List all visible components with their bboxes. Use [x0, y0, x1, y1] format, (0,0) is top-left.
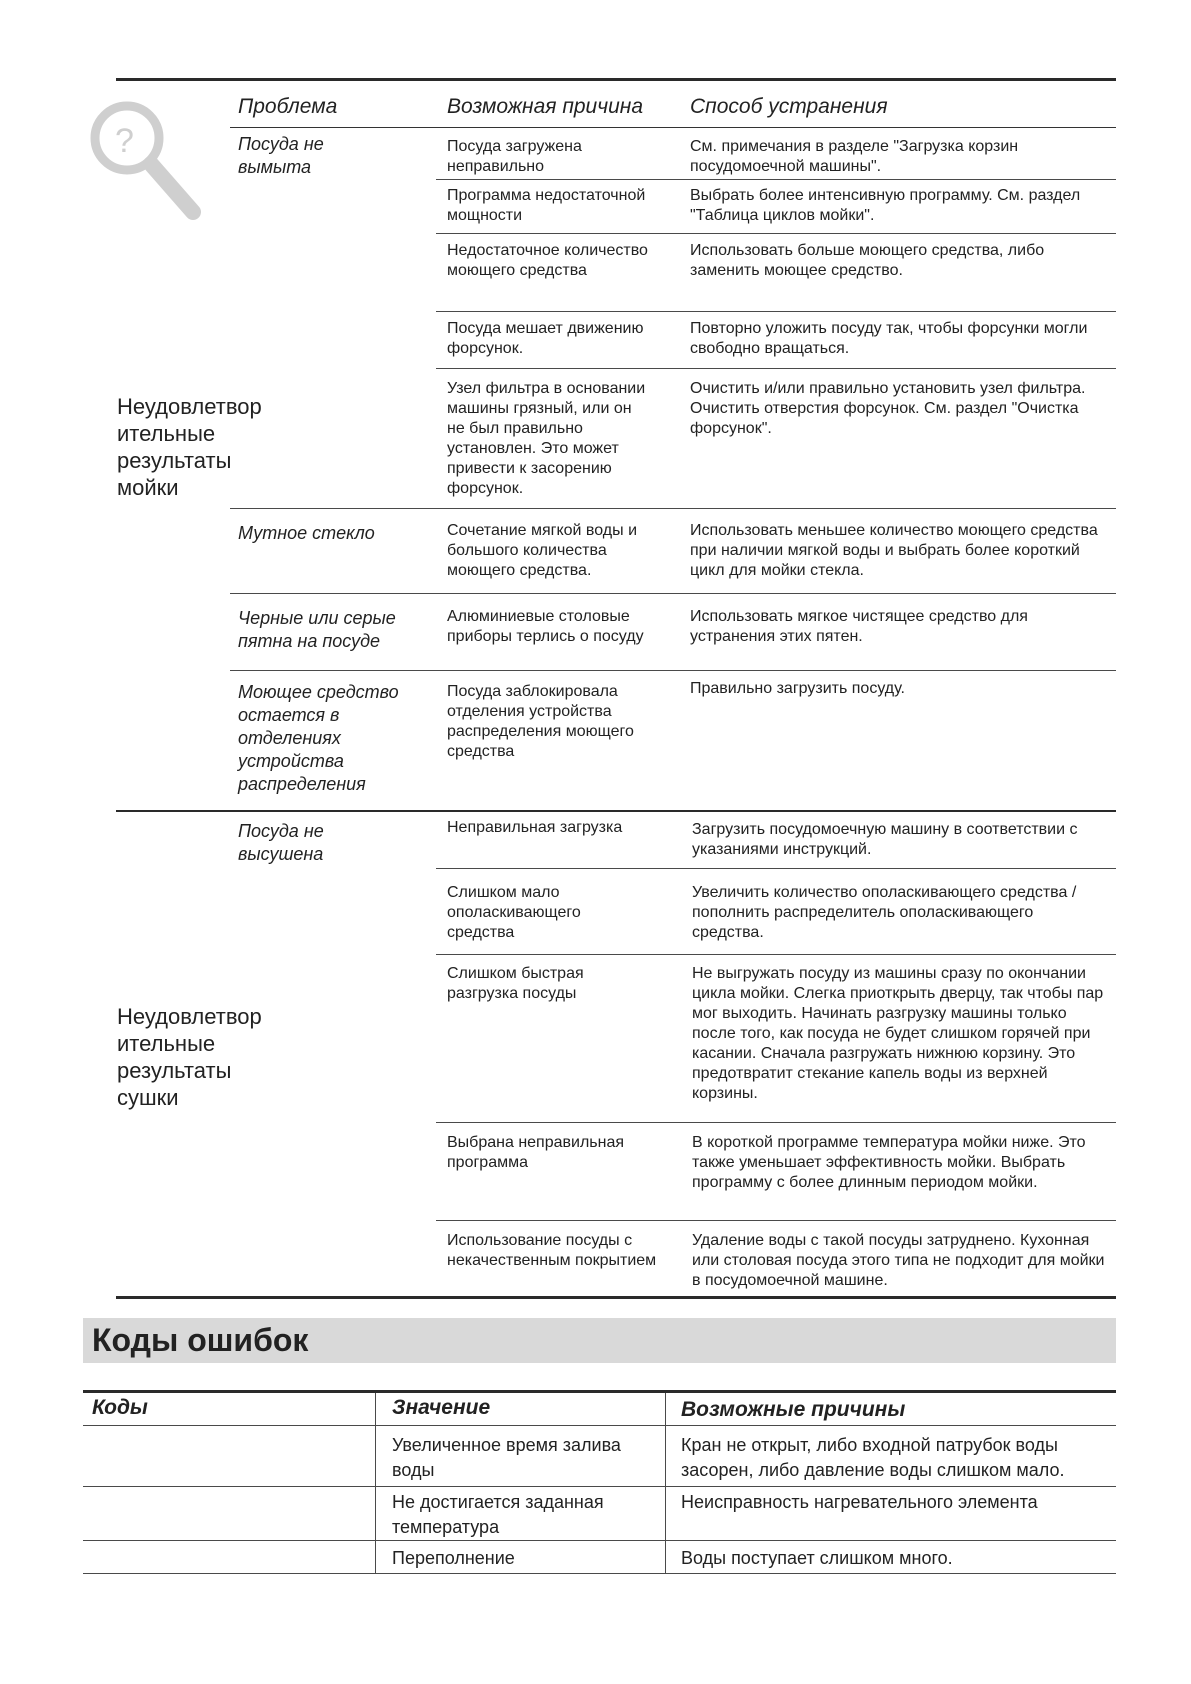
header-divider	[230, 127, 1116, 128]
error-meaning-cell: Увеличенное время залива воды	[392, 1435, 621, 1480]
error-meaning-cell: Переполнение	[392, 1548, 515, 1568]
cause-row: Слишком быстрая разгрузка посуды	[447, 965, 584, 1002]
row-divider	[436, 1122, 1116, 1123]
header-cause: Возможная причина	[447, 95, 644, 118]
solution-row: Использовать больше моющего средства, либо заменить моющее средство.	[690, 242, 1045, 279]
group-title-drying: Неудовлетвор ительные результаты сушки	[117, 1004, 262, 1110]
cause-row: Недостаточное количество моющего средства	[447, 242, 648, 279]
error-reasons-cell: Кран не открыт, либо входной патрубок воды засорен, либо давление воды слишком мало.	[681, 1435, 1065, 1480]
cause-row: Посуда заблокировала отделения устройства распределения моющего средства	[447, 683, 634, 760]
solution-row: Удаление воды с такой посуды затруднено. Кухонная или столовая посуда этого типа не подходит для мойки в посудомоечной машине.	[692, 1232, 1105, 1289]
row-divider	[436, 954, 1116, 955]
error-header-reasons: Возможные причины	[681, 1398, 906, 1421]
header-problem: Проблема	[238, 95, 338, 118]
problem-black-spots: Черные или серые пятна на посуде	[238, 608, 396, 651]
problem-cloudy-glass: Мутное стекло	[238, 523, 375, 543]
cause-row: Алюминиевые столовые приборы терлись о посуду	[447, 608, 644, 645]
solution-row: Не выгружать посуду из машины сразу по окончании цикла мойки. Слегка приоткрыть дверцу, так чтобы пар мог выходить. Начинать разгрузку машины только после того, как посуда не будет слишком горячей при касании. Сначала разгружать нижнюю корзину. Это предотвратит стекание капель воды из верхней корзины.	[692, 965, 1104, 1102]
error-reasons-cell: Воды поступает слишком много.	[681, 1548, 953, 1568]
group-title-washing: Неудовлетвор ительные результаты мойки	[117, 394, 262, 500]
header-solution: Способ устранения	[690, 95, 888, 118]
cause-row: Неправильная загрузка	[447, 819, 623, 836]
table-bottom-rule	[116, 1296, 1116, 1299]
cause-row: Слишком мало ополаскивающего средства	[447, 884, 581, 941]
row-divider	[436, 868, 1116, 869]
solution-row: Выбрать более интенсивную программу. См. раздел "Таблица циклов мойки".	[690, 187, 1081, 224]
error-row-divider	[83, 1573, 1116, 1574]
error-col-divider-2	[665, 1393, 666, 1573]
solution-row: Повторно уложить посуду так, чтобы форсунки могли свободно вращаться.	[690, 320, 1088, 357]
error-col-divider-1	[375, 1393, 376, 1573]
row-divider	[230, 670, 1116, 671]
group-separator	[116, 810, 1116, 812]
magnifier-question-icon	[85, 92, 205, 222]
table-top-rule	[116, 78, 1116, 81]
cause-row: Выбрана неправильная программа	[447, 1134, 625, 1171]
solution-row: См. примечания в разделе "Загрузка корзин посудомоечной машины".	[690, 138, 1019, 175]
row-divider	[230, 593, 1116, 594]
cause-row: Программа недостаточной мощности	[447, 187, 646, 224]
error-reasons-cell: Неисправность нагревательного элемента	[681, 1492, 1038, 1512]
section-title-error-codes: Коды ошибок	[92, 1322, 309, 1358]
cause-row: Сочетание мягкой воды и большого количества моющего средства.	[447, 522, 638, 579]
solution-row: Использовать меньшее количество моющего средства при наличии мягкой воды и выбрать более короткий цикл для мойки стекла.	[690, 522, 1098, 579]
error-header-divider	[83, 1425, 1116, 1426]
problem-not-dried: Посуда не высушена	[238, 821, 324, 864]
solution-row: Правильно загрузить посуду.	[690, 680, 905, 697]
error-meaning-cell: Не достигается заданная температура	[392, 1492, 604, 1537]
row-divider	[436, 368, 1116, 369]
cause-row: Посуда загружена неправильно	[447, 138, 582, 175]
row-divider	[436, 179, 1116, 180]
svg-text:?: ?	[115, 122, 134, 160]
solution-row: В короткой программе температура мойки ниже. Это также уменьшает эффективность мойки. Выбрать программу с более длинным периодом мойки.	[692, 1134, 1086, 1191]
problem-not-washed: Посуда не вымыта	[238, 134, 324, 177]
error-table-top-rule	[83, 1390, 1116, 1393]
row-divider	[436, 233, 1116, 234]
solution-row: Очистить и/или правильно установить узел фильтра. Очистить отверстия форсунок. См. раздел "Очистка форсунок".	[690, 380, 1086, 437]
solution-row: Загрузить посудомоечную машину в соответствии с указаниями инструкций.	[692, 821, 1078, 858]
row-divider	[230, 508, 1116, 509]
solution-row: Использовать мягкое чистящее средство для устранения этих пятен.	[690, 608, 1028, 645]
error-row-divider	[83, 1540, 1116, 1541]
cause-row: Посуда мешает движению форсунок.	[447, 320, 644, 357]
problem-detergent-remains: Моющее средство остается в отделениях устройства распределения	[238, 682, 399, 794]
error-header-meaning: Значение	[392, 1396, 491, 1419]
row-divider	[436, 1220, 1116, 1221]
cause-row: Узел фильтра в основании машины грязный, или он не был правильно установлен. Это может привести к засорению форсунок.	[447, 380, 646, 497]
solution-row: Увеличить количество ополаскивающего средства / пополнить распределитель ополаскивающего средства.	[692, 884, 1077, 941]
row-divider	[436, 311, 1116, 312]
error-header-codes: Коды	[92, 1396, 148, 1419]
cause-row: Использование посуды с некачественным покрытием	[447, 1232, 657, 1269]
error-row-divider	[83, 1486, 1116, 1487]
